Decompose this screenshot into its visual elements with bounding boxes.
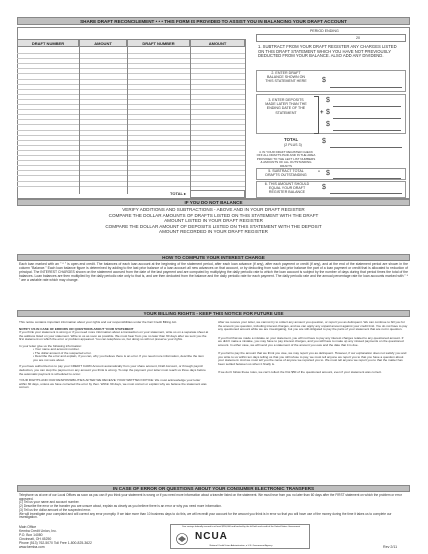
no-balance-line: COMPARE THE DOLLAR AMOUNT OF DEPOSITS LISTED ON THIS STATEMENT WITH THE DEPOSIT: [105, 223, 322, 229]
no-balance-title: IF YOU DO NOT BALANCE: [17, 199, 410, 206]
draft-row-line[interactable]: [17, 130, 245, 131]
billing-bullet: • The dollar amount of the suspected error.: [33, 350, 92, 355]
deposit-line-1[interactable]: [333, 106, 401, 107]
draft-row-line[interactable]: [17, 170, 245, 171]
address-line: Phone (513) 762-5070 Toll Free 1-800-825-3622: [19, 540, 92, 545]
draft-row-line[interactable]: [17, 68, 245, 69]
interest-body: Each loan marked with an " * " is open-end credit. The balances of each loan account at the beginning of the statement period, after each loan advance (if any), after each payment or credit (if any), and at the end of the statement period are shown in the column "Balance." Each loan balance figure is determined by adding to the last prior balance of a loan account all new advances on that account, or by deducting from such last prior balance the part of a loan payment or credit that is allocated to reduction of principal. The INTEREST CHARGES shown on the statement accrued from the date of the last payment and are computed by multiplying the daily periodic rate to which the loan account is subject by the number of days during that period times the total of the balances. Loan balances are then multiplied by the daily periodic rate only to that is, and are then deducted from the balance and the daily periodic rate for each payment. The daily periodic rate and the annual percentage rate for loan accounts marked with " * " are a variable rate which may change.: [19, 262, 408, 282]
step-5-dollar: $: [326, 170, 330, 177]
deposit-dollar-3: $: [326, 121, 330, 128]
billing-bullet: • Your name and account number.: [33, 347, 80, 352]
draft-row-line[interactable]: [17, 114, 245, 115]
billing-title: YOUR BILLING RIGHTS - KEEP THIS NOTICE FOR FUTURE USE: [17, 310, 410, 317]
col-divider: [79, 39, 80, 194]
address-line: Cincinnati, OH 45250: [19, 536, 52, 541]
billing-para: This notice contains important information about your rights and our responsibilities under the Fair Credit Billing Act.: [19, 320, 178, 324]
total-label: TOTAL ▸: [170, 191, 187, 196]
total-dollar: $: [322, 138, 326, 145]
step-5-amount-line[interactable]: [333, 178, 401, 179]
step-4-text: 4. IN YOUR DRAFT REGISTER CHECK OFF ALL DRAFTS PAID AND IN THE AREA PROVIDED TO THE LEFT LIST NUMBERS & AMOUNTS OF ALL OUTSTANDING DRAFTS: [256, 150, 316, 168]
draft-row-line[interactable]: [17, 89, 245, 90]
draft-row-line[interactable]: [17, 99, 245, 100]
address-line: Main Office: [19, 525, 37, 529]
deposit-line-2[interactable]: [333, 118, 401, 119]
no-balance-line: AMOUNT LISTED IN YOUR DRAFT REGISTER: [164, 218, 263, 223]
total-amount-line[interactable]: [330, 147, 402, 148]
draft-row-line[interactable]: [17, 119, 245, 120]
col-divider: [245, 39, 246, 199]
step-1-text: 1. SUBTRACT FROM YOUR DRAFT REGISTER ANY CHARGES LISTED ON THIS DRAFT STATEMENT WHICH YOU HAVE NOT PREVIOUSLY DEDUCTED FROM YOUR BALANCE. ALSO ADD ANY DIVIDEND.: [258, 44, 397, 59]
col-header-draft-number-2: DRAFT NUMBER: [127, 39, 190, 47]
ncua-fine-print: Your savings federally insured to at least $250,000 and backed by the full faith and credit of the United States Government: [181, 526, 301, 528]
period-ending-field[interactable]: [256, 34, 406, 42]
step-6-dollar: $: [322, 184, 326, 191]
billing-para: If we don't follow these rules, we can't collect the first $50 of the questioned amount, even if your statement was correct.: [218, 370, 382, 375]
draft-row-line[interactable]: [17, 124, 245, 125]
billing-para: If you find that we made a mistake on your statement, you will not have to pay any interest charges related to any questioned amount. If we didn't make a mistake, you may have to pay interest charges, and you will have to make up any missed payments on the questioned amount. In either case, we will send you a statement of the amount you owe and the date that it is due.: [218, 335, 404, 347]
electronic-body: [19, 494, 408, 520]
total-field[interactable]: [190, 190, 245, 198]
col-header-amount-2: AMOUNT: [190, 39, 245, 47]
deposit-line-3[interactable]: [333, 130, 401, 131]
step-3-text: 3. ENTER DEPOSITS MADE LATER THAN THE ENDING DATE OF THE STATEMENT: [265, 98, 307, 115]
step-6-text: 6. THIS AMOUNT SHOULD EQUAL YOUR DRAFT REGISTER BALANCE: [264, 182, 310, 195]
minus-sign: -: [318, 169, 320, 175]
draft-row-line[interactable]: [17, 181, 245, 182]
draft-row-line[interactable]: [17, 150, 245, 151]
billing-para: In your letter give us the following information:: [19, 343, 82, 348]
draft-row-line[interactable]: [17, 104, 245, 105]
deposit-dollar-2: $: [326, 109, 330, 116]
billing-para: After we receive your letter, we cannot try to collect any amount you question, or report you as delinquent. We can continue to bill you for the amount you question, including interest charges, and we can apply any unpaid amount against your credit limit. You do not have to pay any questioned amount while we are investigating, but you are still obligated to pay the parts of your statement that are not in question.: [218, 320, 408, 332]
step-2-amount-line[interactable]: [330, 87, 402, 88]
electronic-item: (3) Tell us the dollar amount of the suspected error.: [19, 507, 91, 512]
billing-heading: NOTIFY US IN CASE OF ERRORS OR QUESTIONS ABOUT YOUR STATEMENT: [19, 326, 134, 331]
ncua-caption: National Credit Union Administration, a U.S. Government Agency: [209, 545, 273, 547]
draft-row-line[interactable]: [17, 155, 245, 156]
draft-row-line[interactable]: [17, 63, 245, 64]
electronic-intro: Telephone us at one of our Local Offices as soon as you can if you think your statement is wrong or if you need more information about a transfer listed on the statement. We must hear from you no later than 60 days after the FIRST statement on which the problem or error appeared.: [19, 493, 402, 501]
col-header-draft-number-1: DRAFT NUMBER: [17, 39, 79, 47]
draft-row-line[interactable]: [17, 186, 245, 187]
no-balance-instructions: [17, 207, 410, 235]
billing-column-1: [19, 321, 209, 390]
step-2-dollar: $: [322, 77, 326, 84]
form-title: SHARE DRAFT RECONCILEMENT • • • THIS FORM IS PROVIDED TO ASSIST YOU IN BALANCING YOUR DRAFT ACCOUNT: [17, 17, 410, 25]
col-divider: [190, 39, 191, 194]
address-line: P.O. Box 14080: [19, 532, 43, 537]
total-step-label: TOTAL: [284, 137, 299, 142]
draft-row-line[interactable]: [17, 165, 245, 166]
electronic-item: (2) Describe the error or the transfer you are unsure about, explain as clearly as you believe there is an error or why you need more information.: [19, 504, 222, 509]
draft-row-line[interactable]: [17, 79, 245, 80]
main-office-address: [19, 526, 92, 549]
ncua-logo: NCUA: [195, 531, 228, 542]
billing-column-2: [218, 321, 408, 375]
address-line: Kemba Credit Union, Inc.: [19, 528, 57, 533]
deposit-dollar-1: $: [326, 97, 330, 104]
draft-row-line[interactable]: [17, 175, 245, 176]
step-2-text: 2. ENTER DRAFT BALANCE SHOWN ON THIS STATEMENT HERE: [265, 71, 307, 84]
billing-bullet: • Describe the error and explain, if you can, why you believe there is an error. If you need more information, describe the item you are not sure about.: [33, 354, 204, 362]
address-line: www.kemba.com: [19, 544, 45, 549]
col-header-amount-1: AMOUNT: [79, 39, 127, 47]
year-label: 20: [356, 36, 360, 40]
plus-sign: +: [320, 110, 324, 116]
billing-para: If you think your statement is wrong or if you need more information about a transaction on your statement, write us on a separate sheet at the address listed on your statement. Write to us as soon as possible. We must hear from you no later than 60 days after we sent you the first statement on which the error or problem appeared. You can telephone us, but doing so will not preserve your rights.: [19, 330, 209, 342]
electronic-footer: We will investigate your complaint and will correct any error promptly. If we take more than 10 business days to do this, we will recredit your account for the amount you think is in error so that you will have use of the money during the time it takes us to complete our investigation.: [19, 511, 392, 520]
ncua-badge: [170, 524, 310, 549]
step-3-bracket: [314, 96, 319, 134]
draft-row-line[interactable]: [17, 73, 245, 74]
no-balance-line: VERIFY ADDITIONS AND SUBTRACTIONS - ABOVE AND IN YOUR DRAFT REGISTER: [122, 207, 305, 212]
draft-row-line[interactable]: [17, 135, 245, 136]
draft-row-line[interactable]: [17, 94, 245, 95]
eagle-seal-icon: [175, 532, 189, 544]
electronic-title: IN CASE OF ERROR OR QUESTIONS ABOUT YOUR CONSUMER ELECTRONIC TRANSFERS: [17, 485, 410, 492]
draft-row-line[interactable]: [17, 53, 245, 54]
step-5-text: 5. SUBTRACT TOTAL DRAFTS OUTSTANDING: [265, 169, 307, 178]
draft-row-line[interactable]: [17, 84, 245, 85]
draft-row-line[interactable]: [17, 140, 245, 141]
draft-row-line[interactable]: [17, 145, 245, 146]
billing-para: If you fail to pay the amount that we think you owe, we may report you as delinquent. However, if our explanation does not satisfy you and you write to us within ten days telling us that you still refuse to pay, we must tell anyone we report you to that you have a question about your statement. And we must tell you the name of anyone we reported you to. We must tell anyone we report you to that the matter has been settled between us when it finally is.: [218, 351, 407, 366]
step-6-amount-line[interactable]: [330, 193, 402, 194]
no-balance-line: COMPARE THE DOLLAR AMOUNTS OF DRAFTS LISTED ON THIS STATEMENT WITH THE DRAFT: [108, 212, 319, 218]
billing-para: If you have authorized us to pay your CREDIT CARD Account automatically from your share account, Draft Account, or through payroll deduction, you can stop the payment on any amount you think is wrong. To stop the payment your letter must reach us three days before the automatic payment is scheduled to occur.: [19, 364, 206, 376]
electronic-item: (1) Tell us your name and account number.: [19, 500, 80, 505]
draft-row-line[interactable]: [17, 58, 245, 59]
no-balance-line: AMOUNT RECORDED IN YOUR DRAFT REGISTER: [159, 229, 268, 234]
billing-para: YOUR RIGHTS AND OUR RESPONSIBILITIES AFTER WE RECEIVE YOUR WRITTEN NOTICE: We must acknowledge your letter within 30 days, unless we have corrected the error by then. Within 90 days, we must correct or explain why we believe the statement was correct.: [19, 378, 207, 390]
period-ending-label: PERIOD ENDING: [310, 29, 339, 33]
draft-row-line[interactable]: [17, 109, 245, 110]
revision-label: Rev 2/11: [383, 545, 398, 549]
col-divider: [127, 39, 128, 194]
interest-title: HOW TO COMPUTE YOUR INTEREST CHARGE: [17, 254, 410, 261]
draft-row-line[interactable]: [17, 160, 245, 161]
total-step-sub: (2 PLUS 3): [284, 143, 302, 147]
